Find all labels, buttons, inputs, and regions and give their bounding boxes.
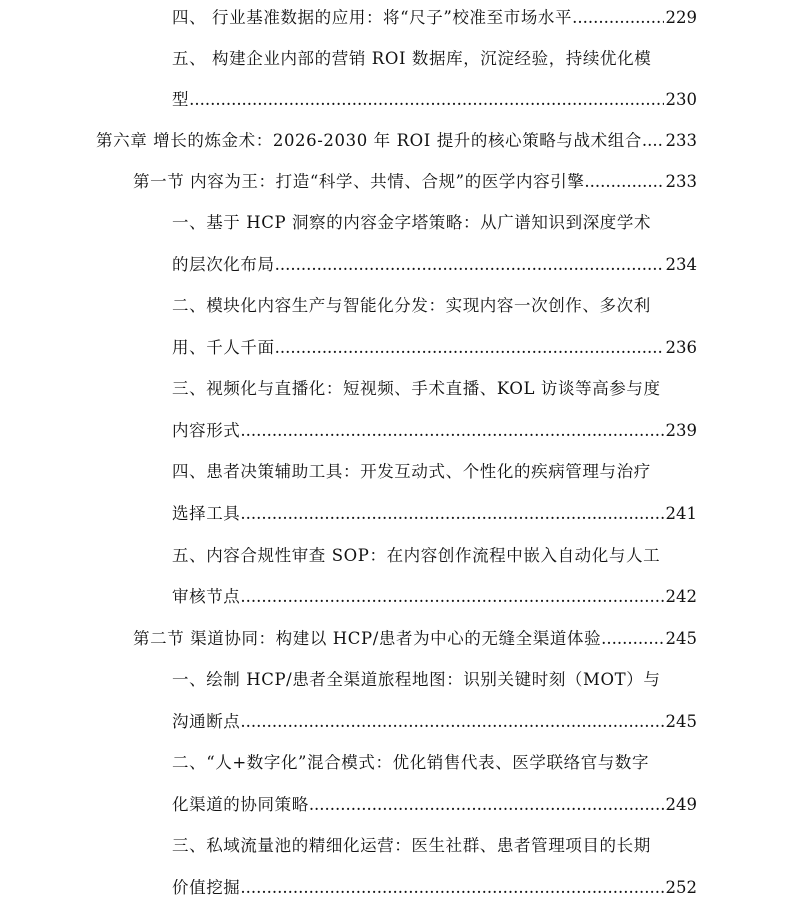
toc-entry-line-1[interactable]: 五、内容合规性审查 SOP：在内容创作流程中嵌入自动化与人工	[172, 546, 661, 565]
toc-entry-line-1[interactable]: 三、视频化与直播化：短视频、手术直播、KOL 访谈等高参与度	[172, 379, 661, 398]
toc-leader-dots	[275, 254, 664, 276]
toc-entry-title-cont: 沟通断点	[172, 712, 241, 731]
toc-entry-title-cont: 内容形式	[172, 421, 241, 440]
toc-section-title: 第二节 渠道协同：构建以 HCP/患者为中心的无缝全渠道体验	[133, 629, 602, 648]
toc-entry-line-1[interactable]: 二、“人+数字化”混合模式：优化销售代表、医学联络官与数字	[172, 753, 650, 772]
toc-entry-title-cont: 化渠道的协同策略	[172, 795, 309, 814]
toc-page-number: 252	[665, 878, 697, 897]
toc-page-number: 239	[665, 421, 697, 440]
toc-entry-title-cont: 的层次化布局	[172, 255, 275, 274]
toc-section-entry[interactable]	[133, 171, 697, 193]
toc-page-number: 233	[665, 172, 697, 191]
toc-leader-dots	[275, 337, 664, 359]
toc-section-entry[interactable]	[133, 628, 697, 650]
toc-entry[interactable]	[172, 711, 697, 733]
toc-leader-dots	[240, 711, 663, 733]
toc-entry[interactable]	[172, 420, 697, 442]
toc-entry-title-cont: 型	[172, 90, 190, 109]
toc-entry-line-1[interactable]: 二、模块化内容生产与智能化分发：实现内容一次创作、多次利	[172, 296, 651, 315]
toc-leader-dots	[572, 7, 663, 29]
toc-entry-title-cont: 用、千人千面	[172, 338, 275, 357]
toc-entry-title-cont: 价值挖掘	[172, 878, 241, 897]
toc-page-number: 242	[665, 587, 697, 606]
toc-page-number: 245	[665, 629, 697, 648]
toc-entry[interactable]	[172, 794, 697, 816]
toc-entry[interactable]	[172, 337, 697, 359]
toc-page-number: 233	[665, 131, 697, 150]
toc-page-number: 229	[665, 8, 697, 27]
toc-entry[interactable]	[172, 877, 697, 899]
toc-page-number: 236	[665, 338, 697, 357]
toc-entry[interactable]	[172, 89, 697, 111]
toc-entry-line-1[interactable]: 四、患者决策辅助工具：开发互动式、个性化的疾病管理与治疗	[172, 462, 651, 481]
toc-entry-line-1[interactable]: 一、基于 HCP 洞察的内容金字塔策略：从广谱知识到深度学术	[172, 213, 652, 232]
toc-entry-line-1[interactable]: 三、私域流量池的精细化运营：医生社群、患者管理项目的长期	[172, 836, 651, 855]
toc-page-number: 230	[665, 90, 697, 109]
toc-page-number: 249	[665, 795, 697, 814]
toc-leader-dots	[584, 171, 663, 193]
toc-chapter-entry[interactable]	[96, 130, 697, 152]
toc-page-number: 241	[665, 504, 697, 523]
toc-entry[interactable]	[172, 7, 697, 29]
toc-section-title: 第一节 内容为王：打造“科学、共情、合规”的医学内容引擎	[133, 172, 585, 191]
toc-entry-title-cont: 审核节点	[172, 587, 241, 606]
toc-leader-dots	[240, 420, 663, 442]
toc-page-number: 245	[665, 712, 697, 731]
toc-leader-dots	[240, 503, 663, 525]
toc-entry-title-cont: 选择工具	[172, 504, 241, 523]
toc-page-number: 234	[665, 255, 697, 274]
toc-chapter-title: 第六章 增长的炼金术：2026-2030 年 ROI 提升的核心策略与战术组合	[96, 131, 642, 150]
toc-leader-dots	[601, 628, 663, 650]
toc-leader-dots	[189, 89, 663, 111]
toc-entry-line-1[interactable]: 五、 构建企业内部的营销 ROI 数据库，沉淀经验，持续优化模	[172, 49, 652, 68]
toc-entry[interactable]	[172, 586, 697, 608]
toc-entry[interactable]	[172, 503, 697, 525]
toc-entry-line-1[interactable]: 一、绘制 HCP/患者全渠道旅程地图：识别关键时刻（MOT）与	[172, 670, 661, 689]
toc-leader-dots	[309, 794, 664, 816]
toc-leader-dots	[240, 877, 663, 899]
toc-leader-dots	[642, 130, 664, 152]
toc-leader-dots	[240, 586, 663, 608]
toc-entry[interactable]	[172, 254, 697, 276]
toc-entry-title: 四、 行业基准数据的应用：将“尺子”校准至市场水平	[172, 8, 573, 27]
